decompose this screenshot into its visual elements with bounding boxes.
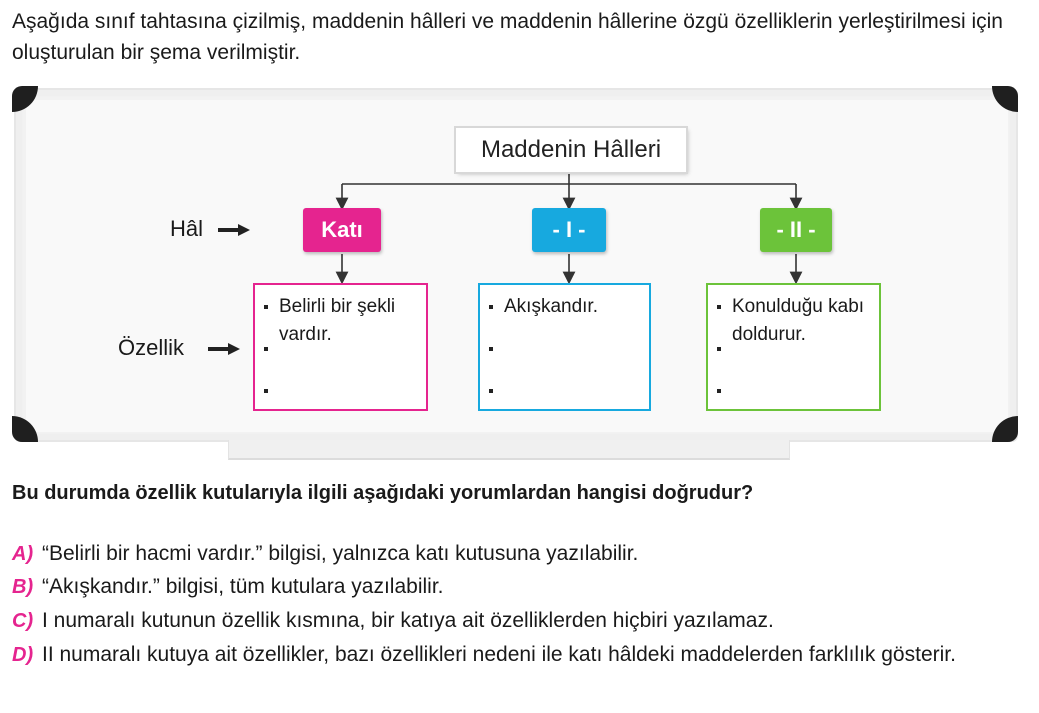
option-letter: C) (12, 610, 34, 632)
root-node: Maddenin Hâlleri (456, 128, 686, 172)
bullet-dot (489, 347, 493, 351)
question-intro: Aşağıda sınıf tahtasına çizilmiş, maddenin hâlleri ve maddenin hâllerine özgü özelliklerin yerleştirilmesi için oluşturulan bir şema verilmiştir. (12, 10, 1003, 64)
state-node-kati: Katı (303, 208, 381, 252)
option-text: “Akışkandır.” bilgisi, tüm kutulara yazılabilir. (42, 575, 444, 598)
bullet-dot (264, 305, 268, 309)
option-letter: B) (12, 576, 34, 598)
option-text: II numaralı kutuya ait özellikler, bazı özellikleri nedeni ile katı hâldeki maddelerden farklılık gösterir. (42, 643, 956, 666)
property-box-one (478, 283, 651, 411)
property-text: Konulduğu kabı doldurur. (732, 296, 865, 345)
property-text: Belirli bir şekli vardır. (279, 296, 396, 345)
bullet-dot (489, 389, 493, 393)
option-b[interactable] (12, 571, 1032, 603)
option-c[interactable] (12, 605, 1032, 637)
right-arrow-icon (208, 342, 240, 356)
option-a[interactable] (12, 538, 1032, 570)
question-stem: Bu durumda özellik kutularıyla ilgili aşağıdaki yorumlardan hangisi doğrudur? (12, 482, 754, 504)
option-d[interactable] (12, 639, 1032, 671)
bullet-dot (264, 389, 268, 393)
state-node-one: - I - (532, 208, 606, 252)
right-arrow-icon (218, 223, 250, 237)
property-box-kati (253, 283, 428, 411)
option-letter: D) (12, 644, 34, 666)
bullet-dot (489, 305, 493, 309)
bullet-dot (717, 389, 721, 393)
option-text: “Belirli bir hacmi vardır.” bilgisi, yalnızca katı kutusuna yazılabilir. (42, 542, 639, 565)
property-text: Akışkandır. (504, 296, 598, 317)
property-box-two (706, 283, 881, 411)
bullet-dot (717, 305, 721, 309)
property-row-label: Özellik (118, 335, 185, 360)
state-row-label: Hâl (170, 216, 204, 241)
option-text: I numaralı kutunun özellik kısmına, bir katıya ait özelliklerden hiçbiri yazılamaz. (42, 609, 774, 632)
option-letter: A) (12, 543, 34, 565)
bullet-dot (264, 347, 268, 351)
state-node-two: - II - (760, 208, 832, 252)
bullet-dot (717, 347, 721, 351)
